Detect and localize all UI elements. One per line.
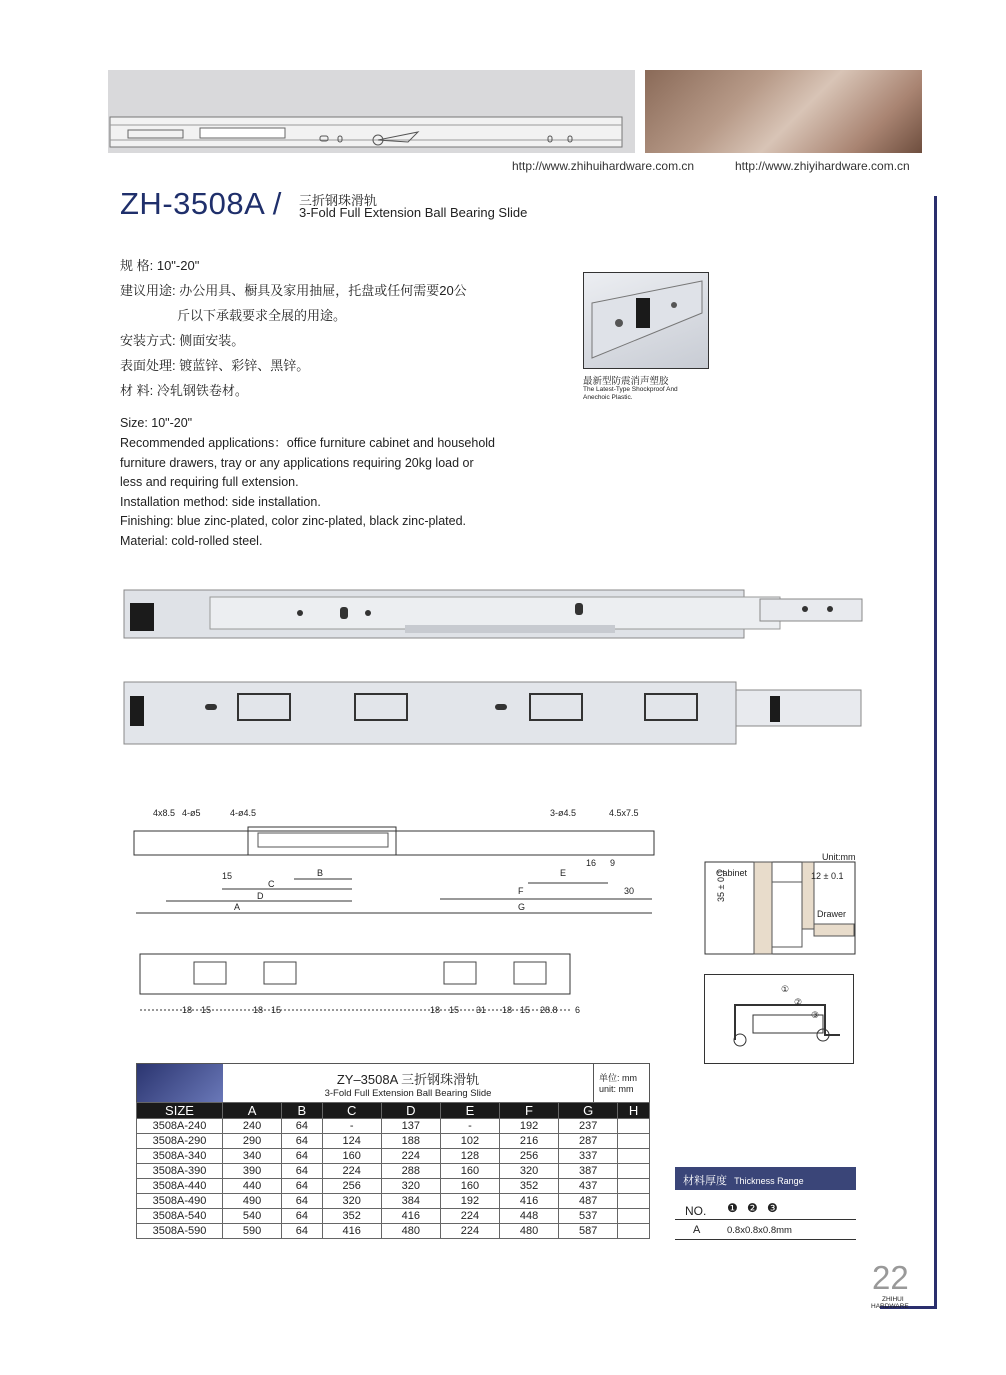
thickness-a-label: A [693, 1224, 701, 1236]
dim-b-6: 6 [575, 1005, 581, 1015]
table-cell: 537 [559, 1209, 618, 1224]
plastic-detail-photo [583, 272, 709, 369]
slide-photo-closed [120, 678, 866, 746]
section-unit: Unit:mm [822, 852, 856, 862]
dim-4x8.5: 4x8.5 [153, 808, 176, 818]
product-name-cn: 三折钢珠滑轨 [299, 193, 378, 208]
dim-4-o4.5: 4-ø4.5 [230, 808, 257, 818]
table-cell: 320 [499, 1164, 558, 1179]
table-cell: 487 [559, 1194, 618, 1209]
table-cell: 192 [440, 1194, 499, 1209]
table-cell: 224 [440, 1209, 499, 1224]
table-cell: 288 [381, 1164, 440, 1179]
table-cell: 320 [381, 1179, 440, 1194]
thickness-num-2: ❷ [747, 1201, 758, 1215]
table-cell: 240 [223, 1119, 282, 1134]
spec-cn-finish: 表面处理: 镀蓝锌、彩锌、黑锌。 [120, 358, 310, 373]
dim-30: 30 [624, 886, 635, 896]
section-view [704, 852, 856, 955]
table-cell: 440 [223, 1179, 282, 1194]
spec-cn-material: 材 料: 冷轧钢铁卷材。 [120, 383, 248, 398]
table-cell: - [322, 1119, 381, 1134]
dim-3-o4.5: 3-ø4.5 [550, 808, 577, 818]
table-cell: 352 [499, 1179, 558, 1194]
spec-en-install: Installation method: side installation. [120, 495, 321, 509]
spec-en-app3: less and requiring full extension. [120, 475, 299, 489]
table-row [137, 1209, 650, 1224]
table-cell: 320 [322, 1194, 381, 1209]
table-cell: 3508A-290 [137, 1134, 223, 1149]
col-D: D [381, 1103, 440, 1119]
dim-b-15-2: 15 [271, 1005, 282, 1015]
url-zhiyi[interactable]: http://www.zhiyihardware.com.cn [735, 159, 910, 173]
dim-b-15-3: 15 [449, 1005, 460, 1015]
table-cell: 137 [381, 1119, 440, 1134]
table-header-band [136, 1063, 650, 1102]
dim-b-18-3: 18 [430, 1005, 441, 1015]
table-cell: 384 [381, 1194, 440, 1209]
spec-en-size: Size: 10"-20" [120, 416, 193, 430]
table-cell [618, 1164, 650, 1179]
product-code: ZH-3508A / [120, 186, 282, 221]
table-cell: 3508A-340 [137, 1149, 223, 1164]
table-cell: 64 [282, 1119, 322, 1134]
table-cell: 416 [381, 1209, 440, 1224]
table-cell: 390 [223, 1164, 282, 1179]
slide-line-art [108, 70, 635, 153]
table-cell: 340 [223, 1149, 282, 1164]
table-cell: 160 [440, 1164, 499, 1179]
spec-en-app: Recommended applications：office furniture cabinet and household [120, 436, 496, 450]
table-title-cn: ZY–3508A 三折钢珠滑轨 [336, 1072, 480, 1087]
table-title [223, 1064, 593, 1102]
table-cell: 448 [499, 1209, 558, 1224]
table-cell: 188 [381, 1134, 440, 1149]
table-unit-en: unit: mm [599, 1084, 634, 1094]
thickness-a-row [675, 1221, 856, 1240]
dim-4-o5: 4-ø5 [182, 808, 201, 818]
table-cell: 128 [440, 1149, 499, 1164]
plastic-detail-art [584, 273, 708, 368]
part-1: ① [781, 984, 790, 994]
table-cell: 3508A-590 [137, 1224, 223, 1239]
slide-closed-art [120, 678, 866, 746]
size-table [136, 1102, 650, 1239]
table-cell [618, 1149, 650, 1164]
table-cell: 256 [499, 1149, 558, 1164]
table-cell [618, 1209, 650, 1224]
dim-b-15-1: 15 [201, 1005, 212, 1015]
col-A: A [223, 1103, 282, 1119]
dim-b-18-1: 18 [182, 1005, 193, 1015]
col-B: B [282, 1103, 322, 1119]
table-cell: 216 [499, 1134, 558, 1149]
table-cell: 64 [282, 1164, 322, 1179]
spec-cn-usage: 建议用途: 办公用具、橱具及家用抽屉，托盘或任何需要20公 [120, 283, 467, 298]
table-cell: 64 [282, 1179, 322, 1194]
drawing-top-lines [130, 805, 660, 915]
dim-A: A [234, 902, 241, 912]
slide-extended-art [120, 585, 866, 645]
col-F: F [499, 1103, 558, 1119]
banner-photo [645, 70, 922, 153]
table-cell: 64 [282, 1224, 322, 1239]
table-cell: 480 [499, 1224, 558, 1239]
thickness-no-row [675, 1199, 856, 1220]
thickness-heading-en: Thickness Range [734, 1176, 804, 1186]
drawing-top [130, 805, 660, 915]
table-cell: 160 [440, 1179, 499, 1194]
spec-en-app2: furniture drawers, tray or any applications requiring 20kg load or [120, 456, 474, 470]
table-cell: 437 [559, 1179, 618, 1194]
table-cell: 124 [322, 1134, 381, 1149]
caption-cn: 最新型防震消声塑胶 [583, 376, 669, 387]
table-cell: 224 [440, 1224, 499, 1239]
table-cell [618, 1179, 650, 1194]
dim-D: D [257, 891, 264, 901]
dim-E: E [560, 868, 567, 878]
dim-b-18-4: 18 [502, 1005, 513, 1015]
table-cell [618, 1119, 650, 1134]
table-header-row [137, 1103, 650, 1119]
thickness-num-3: ❸ [767, 1201, 778, 1215]
spec-en-finish: Finishing: blue zinc-plated, color zinc-plated, black zinc-plated. [120, 514, 467, 528]
drawing-bottom [138, 952, 588, 1020]
col-G: G [559, 1103, 618, 1119]
brand-line-2: HARDWARE [871, 1303, 909, 1310]
table-cell: 480 [381, 1224, 440, 1239]
table-cell: 224 [322, 1164, 381, 1179]
table-cell: 540 [223, 1209, 282, 1224]
table-logo-block [137, 1064, 223, 1102]
table-cell: 290 [223, 1134, 282, 1149]
table-unit-cn: 单位: mm [599, 1073, 637, 1083]
table-cell: 237 [559, 1119, 618, 1134]
dim-16: 16 [586, 858, 597, 868]
page-border-right [934, 196, 937, 1308]
table-body [137, 1119, 650, 1239]
table-cell [618, 1194, 650, 1209]
col-C: C [322, 1103, 381, 1119]
table-cell: 3508A-440 [137, 1179, 223, 1194]
dim-G: G [518, 902, 526, 912]
col-size: SIZE [137, 1103, 223, 1119]
thickness-heading-cn: 材料厚度 [683, 1175, 727, 1187]
col-E: E [440, 1103, 499, 1119]
table-cell: 102 [440, 1134, 499, 1149]
section-cabinet: Cabinet [716, 868, 748, 878]
brand-line-1: ZHIHUI [882, 1296, 904, 1303]
url-zhihui[interactable]: http://www.zhihuihardware.com.cn [512, 159, 695, 173]
spec-en-material: Material: cold-rolled steel. [120, 534, 263, 548]
table-cell [618, 1134, 650, 1149]
table-cell: 160 [322, 1149, 381, 1164]
dim-F: F [518, 886, 524, 896]
caption-en-2: Anechoic Plastic. [583, 394, 633, 401]
caption-en-1: The Latest-Type Shockproof And [583, 386, 678, 393]
thickness-a-value: 0.8x0.8x0.8mm [727, 1225, 792, 1236]
spec-cn-install: 安装方式: 侧面安装。 [120, 333, 245, 348]
table-unit [593, 1064, 649, 1102]
table-row [137, 1149, 650, 1164]
dim-C: C [268, 879, 275, 889]
table-cell: 3508A-540 [137, 1209, 223, 1224]
col-H: H [618, 1103, 650, 1119]
table-cell: 192 [499, 1119, 558, 1134]
section-gap: 12 ± 0.1 [811, 871, 844, 881]
table-cell: 352 [322, 1209, 381, 1224]
dim-9: 9 [610, 858, 616, 868]
dim-b-18-2: 18 [253, 1005, 264, 1015]
table-cell: 3508A-490 [137, 1194, 223, 1209]
table-cell [618, 1224, 650, 1239]
thickness-num-1: ❶ [727, 1201, 738, 1215]
table-cell: 64 [282, 1209, 322, 1224]
table-cell: 224 [381, 1149, 440, 1164]
thickness-heading [675, 1167, 856, 1190]
spec-table [136, 1063, 650, 1239]
table-cell: 416 [322, 1224, 381, 1239]
table-cell: 587 [559, 1224, 618, 1239]
section-height: 35 ± 0.1 [716, 869, 726, 902]
table-title-en: 3-Fold Full Extension Ball Bearing Slide [324, 1088, 492, 1099]
part-2: ② [794, 997, 803, 1007]
rail-profile-art [705, 975, 853, 1063]
table-cell: 3508A-240 [137, 1119, 223, 1134]
spec-cn-size: 规 格: 10"-20" [120, 258, 200, 273]
rail-profile [704, 974, 854, 1064]
banner-slide-drawing [108, 70, 635, 153]
table-cell: 287 [559, 1134, 618, 1149]
plastic-piece [636, 298, 650, 328]
part-3: ③ [811, 1010, 820, 1020]
dim-b-31: 31 [476, 1005, 487, 1015]
spec-cn-usage-cont: 斤以下承载要求全展的用途。 [177, 308, 347, 323]
table-cell: 3508A-390 [137, 1164, 223, 1179]
thickness-no-label: NO. [685, 1204, 707, 1218]
dim-15: 15 [222, 871, 233, 881]
page-number: 22 [872, 1259, 909, 1296]
table-row [137, 1119, 650, 1134]
dim-B: B [317, 868, 324, 878]
dim-b-28.8: 28.8 [540, 1005, 558, 1015]
table-cell: 590 [223, 1224, 282, 1239]
table-row [137, 1179, 650, 1194]
dim-b-15-4: 15 [520, 1005, 531, 1015]
table-row [137, 1164, 650, 1179]
table-cell: 256 [322, 1179, 381, 1194]
table-cell: 490 [223, 1194, 282, 1209]
table-cell: 64 [282, 1194, 322, 1209]
table-cell: 387 [559, 1164, 618, 1179]
table-row [137, 1194, 650, 1209]
dim-4.5x7.5: 4.5x7.5 [609, 808, 639, 818]
table-row [137, 1134, 650, 1149]
table-cell: 337 [559, 1149, 618, 1164]
table-row [137, 1224, 650, 1239]
table-cell: - [440, 1119, 499, 1134]
product-name-en: 3-Fold Full Extension Ball Bearing Slide [299, 205, 528, 220]
table-cell: 64 [282, 1149, 322, 1164]
slide-photo-extended [120, 585, 866, 645]
section-drawer: Drawer [817, 909, 847, 919]
table-cell: 416 [499, 1194, 558, 1209]
table-cell: 64 [282, 1134, 322, 1149]
